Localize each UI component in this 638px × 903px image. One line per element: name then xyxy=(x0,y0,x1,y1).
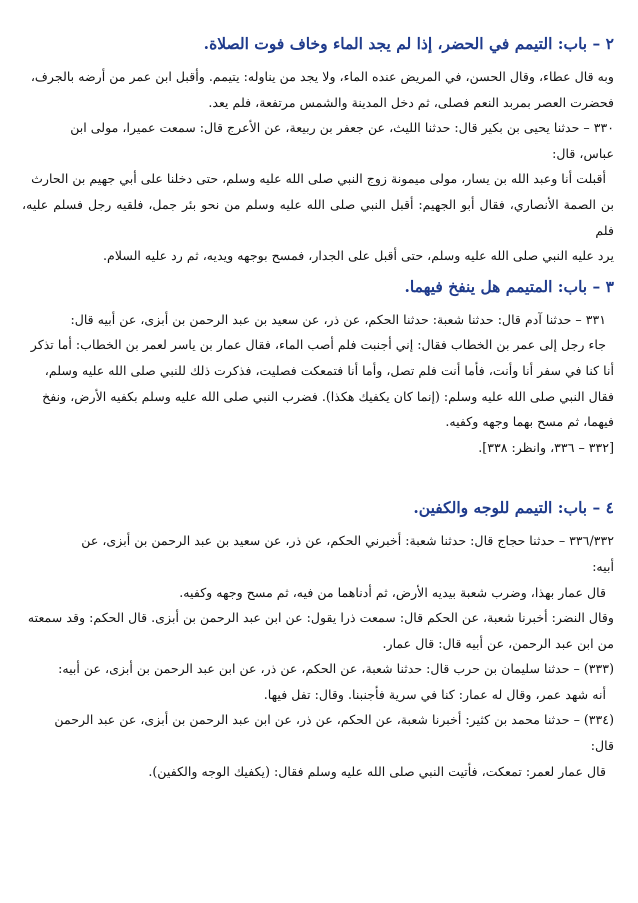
text-line: يرد عليه النبي صلى الله عليه وسلم، حتى أقبل على الجدار، فمسح بوجهه ويديه، ثم رد عليه السلام. xyxy=(103,248,614,264)
text-line: فقال النبي صلى الله عليه وسلم: (إنما كان يكفيك هكذا). فضرب النبي صلى الله عليه وسلم بكفيه الأرض، ونفخ xyxy=(42,388,614,404)
section-heading: ٤ – باب: التيمم للوجه والكفين. xyxy=(413,498,614,518)
text-line: وبه قال عطاء، وقال الحسن، في المريض عنده الماء، ولا يجد من يناوله: يتيمم. وأقبل ابن عمر من أرضه بالجرف، xyxy=(30,69,614,84)
section-4 xyxy=(22,496,614,784)
text-line: [٣٣٢ – ٣٣٦، وانظر: ٣٣٨]. xyxy=(478,439,614,455)
section-heading: ٣ – باب: المتيمم هل ينفخ فيهما. xyxy=(404,276,614,296)
text-line: قال عمار بهذا، وضرب شعبة بيديه الأرض، ثم أدناهما من فيه، ثم مسح وجهه وكفيه. xyxy=(179,584,606,600)
text-line: جاء رجل إلى عمر بن الخطاب فقال: إني أجنبت فلم أصب الماء، فقال عمار بن ياسر لعمر بن الخطاب: أما تذكر xyxy=(30,337,606,353)
text-line: ٣٣٠ – حدثنا يحيى بن بكير قال: حدثنا الليث، عن جعفر بن ربيعة، عن الأعرج قال: سمعت عميرا، مولى ابن xyxy=(70,120,614,136)
section-3 xyxy=(22,275,614,461)
text-line: (٣٣٣) – حدثنا سليمان بن حرب قال: حدثنا شعبة، عن الحكم، عن ذر، عن ابن عبد الرحمن بن أبزى، عن أبيه: xyxy=(58,661,614,677)
text-line: وقال النضر: أخبرنا شعبة، عن الحكم قال: سمعت ذرا يقول: عن ابن عبد الرحمن بن أبزى. قال الحكم: وقد سمعته xyxy=(27,610,614,626)
text-line: (٣٣٤) – حدثنا محمد بن كثير: أخبرنا شعبة، عن الحكم، عن ذر، عن ابن عبد الرحمن بن أبزى، عن عبد الرحمن xyxy=(54,712,614,728)
text-line: عباس، قال: xyxy=(552,145,614,161)
text-line: أنه شهد عمر، وقال له عمار: كنا في سرية فأجنبنا. وقال: تفل فيها. xyxy=(263,686,606,702)
text-line: أقبلت أنا وعبد الله بن يسار، مولى ميمونة زوج النبي صلى الله عليه وسلم، حتى دخلنا على أبي جهيم بن الحارث xyxy=(31,171,606,187)
text-line: قال: xyxy=(590,738,614,754)
text-line: ٣٣١ – حدثنا آدم قال: حدثنا شعبة: حدثنا الحكم، عن ذر، عن سعيد بن عبد الرحمن بن أبزى، عن أبيه قال: xyxy=(70,311,606,327)
section-2 xyxy=(22,32,614,269)
text-line: أبيه: xyxy=(592,558,614,574)
text-line: من ابن عبد الرحمن، عن أبيه قال: قال عمار. xyxy=(382,635,614,651)
text-line: أنا كنا في سفر أنا وأنت، فأما أنت فلم تصل، وأما أنا فتمعكت فصليت، فذكرت ذلك للنبي صلى الله عليه وسلم، xyxy=(44,362,614,378)
text-line: بن الصمة الأنصاري، فقال أبو الجهيم: أقبل النبي صلى الله عليه وسلم من نحو بئر جمل، فلقيه رجل فسلم عليه، فلم xyxy=(22,196,614,238)
section-heading: ٢ – باب: التيمم في الحضر، إذا لم يجد الماء وخاف فوت الصلاة. xyxy=(203,34,614,53)
text-line: فيهما، ثم مسح بهما وجهه وكفيه. xyxy=(445,414,614,430)
text-line: قال عمار لعمر: تمعكت، فأتيت النبي صلى الله عليه وسلم فقال: (يكفيك الوجه والكفين). xyxy=(148,763,606,779)
text-line: فحضرت العصر بمربد النعم فصلى، ثم دخل المدينة والشمس مرتفعة، فلم يعد. xyxy=(208,94,614,110)
text-line: ٣٣٦/٣٣٢ – حدثنا حجاج قال: حدثنا شعبة: أخبرني الحكم، عن ذر، عن سعيد بن عبد الرحمن بن أبزى، عن xyxy=(81,533,614,549)
